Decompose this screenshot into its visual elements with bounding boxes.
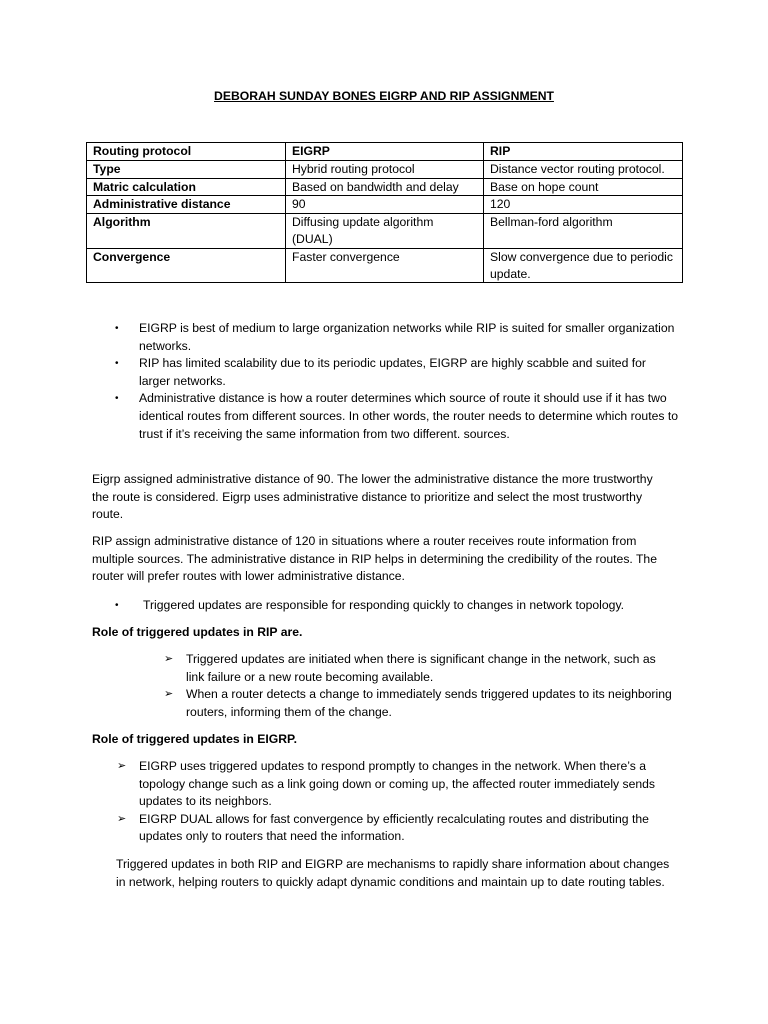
list-item: ➢ When a router detects a change to immediately sends triggered updates to its neighboring routers, informing them of the change. (164, 687, 672, 719)
rip-cell: Distance vector routing protocol. (484, 160, 683, 178)
arrow-list-eigrp (117, 758, 674, 846)
bullet-triggered (115, 597, 683, 615)
paragraph-rip-distance: RIP assign administrative distance of 120 in situations where a router receives route information from multiple sources. The administrative distance in RIP helps in determining the credibility of the routes. The router will prefer routes with lower administrative distance. (92, 534, 657, 584)
bullet-icon: • (115, 358, 119, 370)
rip-cell: Base on hope count (484, 178, 683, 196)
bullet-icon: • (115, 600, 119, 611)
list-item: • Administrative distance is how a router determines which source of route it should use if it has two identical routes from different sources. In other words, the router needs to determine which routes to trust if it’s receiving the same information from two different. sources. (115, 391, 679, 441)
comparison-table (86, 142, 683, 283)
table-row (87, 248, 683, 283)
document-title: DEBORAH SUNDAY BONES EIGRP AND RIP ASSIGNMENT (214, 89, 554, 103)
table-header-cell: RIP (484, 143, 683, 161)
arrow-bullet-icon: ➢ (164, 688, 174, 701)
eigrp-cell: Based on bandwidth and delay (286, 178, 484, 196)
row-label: Administrative distance (87, 196, 286, 214)
bullet-icon: • (115, 323, 119, 334)
table-row (87, 178, 683, 196)
eigrp-cell: Faster convergence (286, 248, 484, 283)
heading-rip-triggered: Role of triggered updates in RIP are. (92, 625, 303, 639)
table-row (87, 196, 683, 214)
arrow-bullet-icon: ➢ (117, 812, 127, 825)
table-row (87, 160, 683, 178)
bullet-list-comparison (115, 320, 679, 443)
arrow-bullet-icon: ➢ (117, 760, 127, 772)
row-label: Type (87, 160, 286, 178)
row-label: Convergence (87, 248, 286, 283)
table-row (87, 214, 683, 249)
row-label: Matric calculation (87, 178, 286, 196)
arrow-bullet-icon: ➢ (164, 653, 174, 665)
eigrp-cell: Diffusing update algorithm (DUAL) (286, 214, 484, 249)
bullet-icon: • (115, 393, 119, 405)
table-header-row (87, 143, 683, 161)
heading-eigrp-triggered: Role of triggered updates in EIGRP. (92, 732, 297, 746)
list-item: ➢ Triggered updates are initiated when there is significant change in the network, such as link failure or a new route becoming available. (164, 652, 656, 684)
list-item: • Triggered updates are responsible for responding quickly to changes in network topology. (143, 597, 683, 615)
table-header-cell: EIGRP (286, 143, 484, 161)
paragraph-eigrp-distance: Eigrp assigned administrative distance of 90. The lower the administrative distance the more trustworthy the route is considered. Eigrp uses administrative distance to prioritize and select the most trustworthy route. (92, 472, 653, 522)
row-label: Algorithm (87, 214, 286, 249)
list-item: ➢ EIGRP uses triggered updates to respond promptly to changes in the network. When there’s a topology change such as a link going down or coming up, the affected router immediately sends updates to its neighbors. (117, 759, 656, 809)
rip-cell: Slow convergence due to periodic update. (484, 248, 683, 283)
paragraph-conclusion: Triggered updates in both RIP and EIGRP are mechanisms to rapidly share information about changes in network, helping routers to quickly adapt dynamic conditions and maintain up to date routing tables. (116, 857, 670, 889)
list-item: • EIGRP is best of medium to large organization networks while RIP is suited for smaller organization networks. (115, 321, 675, 353)
eigrp-cell: Hybrid routing protocol (286, 160, 484, 178)
list-item: • RIP has limited scalability due to its periodic updates, EIGRP are highly scabble and suited for larger networks. (115, 356, 646, 388)
table-header-cell: Routing protocol (87, 143, 286, 161)
eigrp-cell: 90 (286, 196, 484, 214)
arrow-list-rip (164, 651, 676, 721)
rip-cell: Bellman-ford algorithm (484, 214, 683, 249)
list-item: ➢ EIGRP DUAL allows for fast convergence by efficiently recalculating routes and distributing the updates only to routers that need the information. (117, 811, 649, 844)
rip-cell: 120 (484, 196, 683, 214)
